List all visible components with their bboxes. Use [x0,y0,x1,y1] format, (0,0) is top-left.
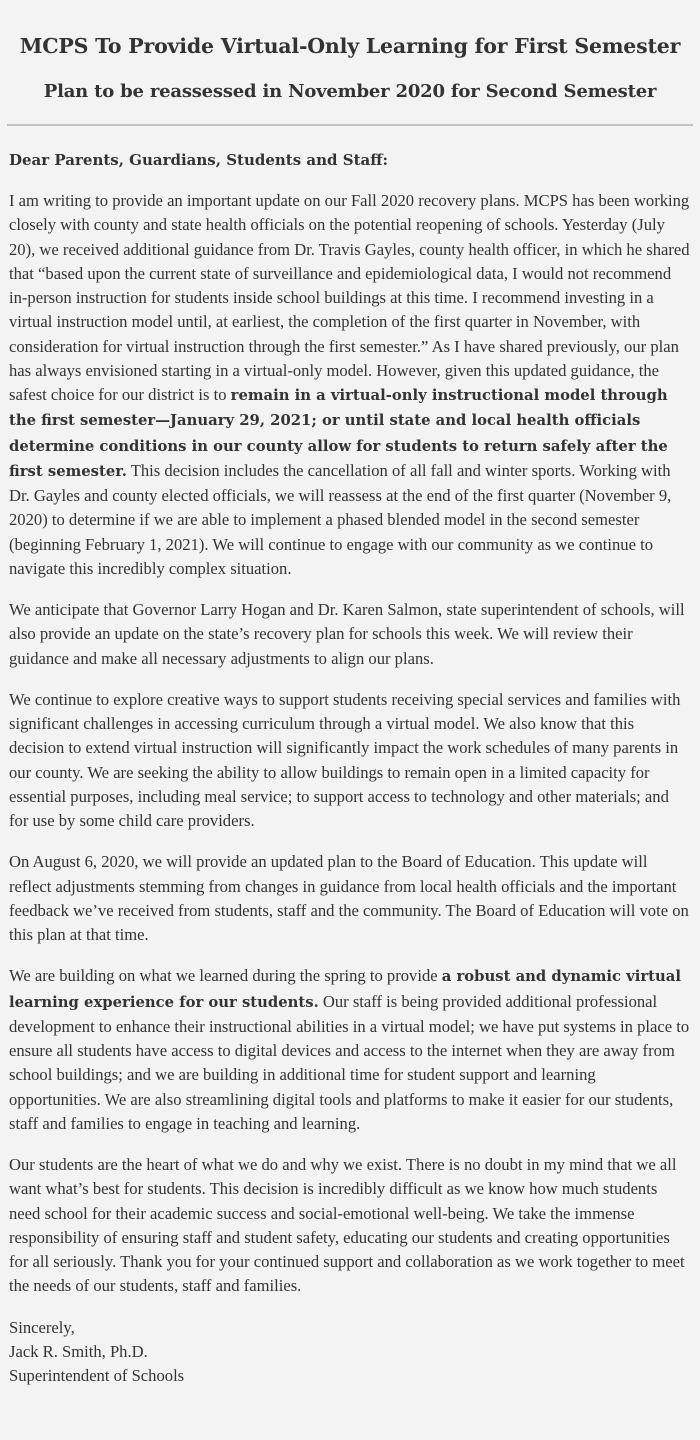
paragraph-1-text-a: I am writing to provide an important update on our Fall 2020 recovery plans. MCPS has been working closely with county and state health officials on the potential reopening of schools. Yesterday (July 20), we received additional guidance from Dr. Travis Gayles, county health officer, in which he shared that “based upon the current state of surveillance and epidemiological data, I would not recommend in-person instruction for students inside school buildings at this time. I recommend investing in a virtual instruction model until, at earliest, the completion of the first quarter in November, with consideration for virtual instruction through the first semester.” As I have shared previously, our plan has always envisioned starting in a virtual-only model. However, given this updated guidance, the safest choice for our district is to [9,191,690,404]
page-subtitle: Plan to be reassessed in November 2020 for Second Semester [43,81,657,102]
paragraph-3: We continue to explore creative ways to support students receiving special services and families with significant challenges in accessing curriculum through a virtual model. We also know that this decision to extend virtual instruction will significantly impact the work schedules of many parents in our county. We are seeking the ability to allow buildings to remain open in a limited capacity for essential purposes, including meal service; to support access to technology and other materials; and for use by some child care providers. [9,689,681,830]
paragraph-5 [9,964,691,1136]
paragraph-5-text-b: Our staff is being provided additional professional development to enhance their instructional abilities in a virtual model; we have put systems in place to ensure all students have access to digital devices and access to the internet when they are away from school buildings; and we are building in additional time for student support and learning opportunities. We are also streamlining digital tools and platforms to make it easier for our students, staff and families to engage in teaching and learning. [9,991,690,1133]
paragraph-5-text-a: We are building on what we learned during the spring to provide [9,966,442,986]
paragraph-5-bold: a robust and dynamic virtual learning experience for our students. [9,968,681,1011]
paragraph-1 [9,189,691,581]
signature-block [9,1316,691,1389]
paragraph-2: We anticipate that Governor Larry Hogan and Dr. Karen Salmon, state superintendent of schools, will also provide an update on the state’s recovery plan for schools this week. We will review their guidance and make all necessary adjustments to align our plans. [9,600,685,668]
salutation: Dear Parents, Guardians, Students and Staff: [9,151,389,169]
closing-line: Sincerely, [9,1317,75,1337]
paragraph-6: Our students are the heart of what we do and why we exist. There is no doubt in my mind that we all want what’s best for students. This decision is incredibly difficult as we know how much students need school for their academic success and social-emotional well-being. We take the immense responsibility of ensuring staff and student safety, educating our students and creating opportunities for all seriously. Thank you for your continued support and collaboration as we work together to meet the needs of our students, staff and families. [9,1155,685,1296]
page-title: MCPS To Provide Virtual-Only Learning for First Semester [19,34,681,58]
paragraph-1-text-b: This decision includes the cancellation of all fall and winter sports. Working with Dr. Gayles and county elected officials, we will reassess at the end of the first quarter (November 9, 2020) to determine if we are able to implement a phased blended model in the second semester (beginning February 1, 2021). We will continue to engage with our community as we continue to navigate this incredibly complex situation. [9,460,672,578]
paragraph-1-bold: remain in a virtual-only instructional model through the first semester—January 29, 2021; or until state and local health officials determine conditions in our county allow for students to return safely after the first semester. [9,387,668,480]
signer-name: Jack R. Smith, Ph.D. [9,1341,148,1361]
signer-title: Superintendent of Schools [9,1366,185,1385]
paragraph-4: On August 6, 2020, we will provide an updated plan to the Board of Education. This update will reflect adjustments stemming from changes in guidance from local health officials and the important feedback we’ve received from students, staff and the community. The Board of Education will vote on this plan at that time. [9,852,689,944]
divider [7,124,693,126]
